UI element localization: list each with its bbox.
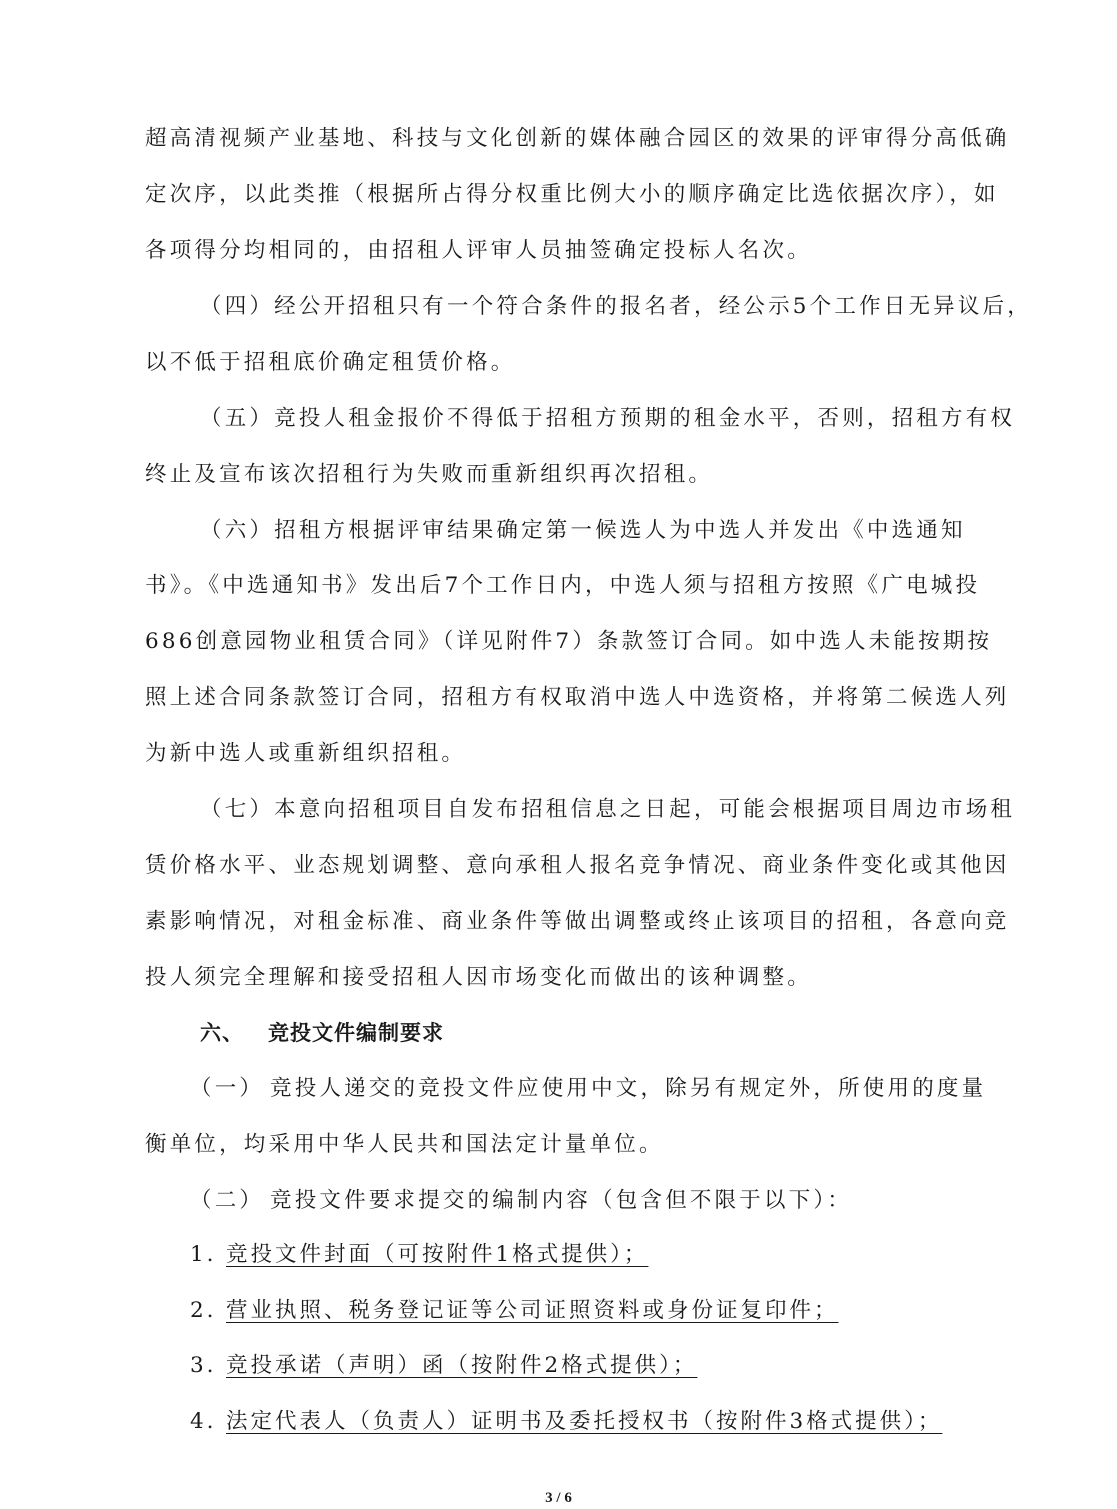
list-item-number: 1. [190, 1242, 217, 1267]
sub-clause-number: （二） [190, 1188, 265, 1213]
sub-clause-text: 竞投人递交的竞投文件应使用中文，除另有规定外，所使用的度量 [270, 1076, 987, 1101]
body-line: （五）竞投人租金报价不得低于招租方预期的租金水平，否则，招租方有权 [200, 406, 1016, 431]
sub-clause-one [190, 1074, 986, 1104]
body-line: 衡单位，均采用中华人民共和国法定计量单位。 [145, 1132, 664, 1157]
body-line: 定次序，以此类推（根据所占得分权重比例大小的顺序确定比选依据次序），如 [145, 182, 999, 207]
body-line: 投人须完全理解和接受招租人因市场变化而做出的该种调整。 [145, 965, 812, 990]
list-item-text: 竞投承诺（声明）函（按附件2格式提供）； [226, 1353, 698, 1378]
list-item-text: 竞投文件封面（可按附件1格式提供）； [226, 1242, 649, 1267]
section-six-heading [200, 1018, 444, 1048]
sub-clause-text: 竞投文件要求提交的编制内容（包含但不限于以下）： [270, 1188, 853, 1213]
section-title: 竞投文件编制要求 [268, 1021, 444, 1045]
sub-clause-number: （一） [190, 1076, 265, 1101]
list-item-number: 2. [190, 1298, 217, 1323]
section-number: 六、 [200, 1021, 244, 1045]
list-item-number: 4. [190, 1409, 217, 1434]
page-number: 3 / 6 [545, 1490, 572, 1506]
list-item [190, 1296, 839, 1326]
body-line: （六）招租方根据评审结果确定第一候选人为中选人并发出《中选通知 [200, 518, 966, 543]
body-line: （七）本意向招租项目自发布招租信息之日起，可能会根据项目周边市场租 [200, 797, 1016, 822]
body-line: 各项得分均相同的，由招租人评审人员抽签确定投标人名次。 [145, 238, 812, 263]
list-item [190, 1351, 697, 1381]
body-line: 超高清视频产业基地、科技与文化创新的媒体融合园区的效果的评审得分高低确 [145, 126, 1010, 151]
list-item [190, 1407, 942, 1437]
body-line: （四）经公开招租只有一个符合条件的报名者，经公示5个工作日无异议后， [200, 294, 1032, 319]
body-line: 为新中选人或重新组织招租。 [145, 741, 467, 766]
body-line: 照上述合同条款签订合同，招租方有权取消中选人中选资格，并将第二候选人列 [145, 685, 1010, 710]
body-line: 以不低于招租底价确定租赁价格。 [145, 350, 516, 375]
body-line: 赁价格水平、业态规划调整、意向承租人报名竞争情况、商业条件变化或其他因 [145, 853, 1010, 878]
list-item-number: 3. [190, 1353, 217, 1378]
list-item [190, 1240, 648, 1270]
body-line: 素影响情况，对租金标准、商业条件等做出调整或终止该项目的招租，各意向竞 [145, 909, 1010, 934]
list-item-text: 法定代表人（负责人）证明书及委托授权书（按附件3格式提供）； [226, 1409, 943, 1434]
list-item-text: 营业执照、税务登记证等公司证照资料或身份证复印件； [226, 1298, 839, 1323]
body-line: 686创意园物业租赁合同》（详见附件7）条款签订合同。如中选人未能按期按 [145, 629, 993, 654]
body-line: 终止及宣布该次招租行为失败而重新组织再次招租。 [145, 462, 714, 487]
body-line: 书》。《中选通知书》发出后7个工作日内，中选人须与招租方按照《广电城投 [145, 573, 981, 598]
sub-clause-two [190, 1186, 852, 1216]
